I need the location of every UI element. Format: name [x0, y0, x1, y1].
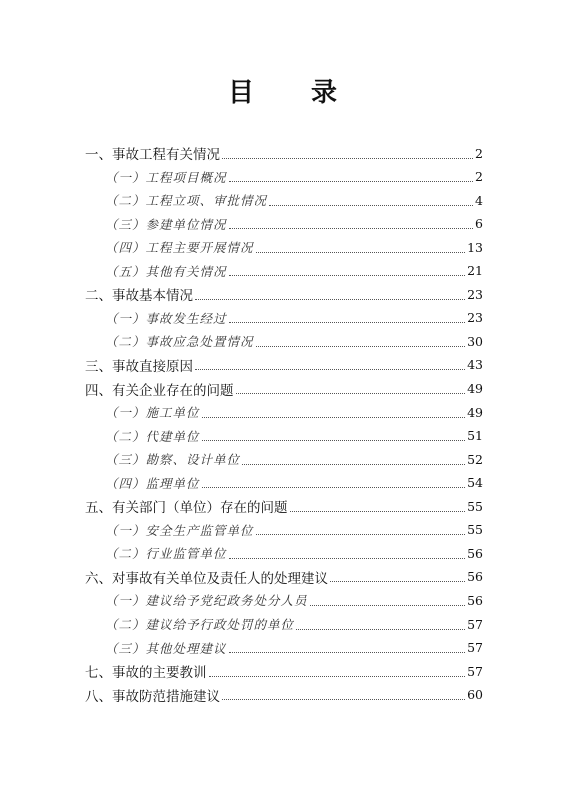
dot-leader [222, 146, 473, 159]
toc-page-number: 57 [467, 663, 483, 679]
toc-entry-label: （一）施工单位 [105, 405, 200, 421]
toc-entry-label: （四）监理单位 [105, 475, 200, 491]
toc-page-number: 60 [467, 687, 483, 703]
toc-page-number: 23 [467, 286, 483, 302]
toc-page-number: 55 [467, 522, 483, 538]
toc-subsection-entry[interactable] [0, 167, 565, 187]
dot-leader [229, 310, 466, 323]
toc-page-number: 43 [467, 357, 483, 373]
toc-subsection-entry[interactable] [0, 473, 565, 493]
toc-entry-label: （一）工程项目概况 [105, 169, 227, 185]
toc-section-entry[interactable] [0, 355, 565, 375]
dot-leader [310, 593, 466, 606]
toc-entry-label: （二）事故应急处置情况 [105, 334, 254, 350]
toc-page-number: 49 [467, 404, 483, 420]
dot-leader [330, 569, 465, 582]
toc-entry-label: （三）其他处理建议 [105, 640, 227, 656]
dot-leader [229, 546, 466, 559]
toc-section-entry[interactable] [0, 496, 565, 516]
toc-subsection-entry[interactable] [0, 402, 565, 422]
toc-page-number: 52 [467, 451, 483, 467]
dot-leader [202, 428, 466, 441]
toc-subsection-entry[interactable] [0, 261, 565, 281]
toc-subsection-entry[interactable] [0, 308, 565, 328]
toc-page-number: 55 [467, 498, 483, 514]
toc-entry-label: （三）勘察、设计单位 [105, 452, 241, 468]
toc-entry-label: （二）行业监管单位 [105, 546, 227, 562]
toc-subsection-entry[interactable] [0, 590, 565, 610]
dot-leader [290, 499, 466, 512]
toc-page-number: 51 [467, 428, 483, 444]
toc-subsection-entry[interactable] [0, 331, 565, 351]
toc-entry-label: 七、事故的主要教训 [85, 665, 207, 682]
toc-section-entry[interactable] [0, 567, 565, 587]
toc-entry-label: （一）安全生产监管单位 [105, 522, 254, 538]
toc-entry-label: （三）参建单位情况 [105, 216, 227, 232]
dot-leader [195, 357, 465, 370]
toc-subsection-entry[interactable] [0, 614, 565, 634]
dot-leader [222, 687, 465, 700]
toc-page-number: 13 [467, 239, 483, 255]
toc-section-entry[interactable] [0, 379, 565, 399]
toc-page-number: 54 [467, 475, 483, 491]
dot-leader [236, 381, 466, 394]
toc-entry-label: （二）建议给予行政处罚的单位 [105, 617, 295, 632]
page-title: 目 录 [227, 78, 362, 108]
toc-page-number: 23 [467, 310, 483, 326]
toc-entry-label: （一）建议给予党纪政务处分人员 [105, 593, 308, 609]
toc-entry-label: （四）工程主要开展情况 [105, 240, 254, 256]
toc-subsection-entry[interactable] [0, 638, 565, 658]
dot-leader [229, 263, 466, 276]
dot-leader [256, 334, 466, 347]
dot-leader [229, 216, 474, 229]
toc-subsection-entry[interactable] [0, 543, 565, 563]
toc-entry-label: （二）工程立项、审批情况 [105, 193, 268, 209]
toc-subsection-entry[interactable] [0, 426, 565, 446]
toc-page-number: 57 [467, 640, 483, 656]
toc-entry-label: 六、对事故有关单位及责任人的处理建议 [85, 570, 328, 587]
toc-entry-label: 八、事故防范措施建议 [85, 688, 220, 705]
toc-page-number: 57 [467, 616, 483, 632]
toc-page-number: 2 [475, 145, 483, 161]
toc-entry-label: 四、有关企业存在的问题 [85, 382, 234, 399]
toc-entry-label: 三、事故直接原因 [85, 358, 193, 375]
toc-section-entry[interactable] [0, 284, 565, 304]
toc-subsection-entry[interactable] [0, 520, 565, 540]
dot-leader [195, 287, 465, 300]
toc-page-number: 56 [467, 592, 483, 608]
toc-entry-label: 五、有关部门（单位）存在的问题 [85, 500, 288, 517]
toc-page-number: 6 [475, 216, 483, 232]
toc-section-entry[interactable] [0, 661, 565, 681]
dot-leader [209, 664, 466, 677]
toc-page-number: 21 [467, 263, 483, 279]
dot-leader [202, 405, 466, 418]
dot-leader [242, 452, 465, 465]
toc-subsection-entry[interactable] [0, 449, 565, 469]
toc-page-number: 56 [467, 545, 483, 561]
dot-leader [269, 193, 473, 206]
toc-subsection-entry[interactable] [0, 214, 565, 234]
dot-leader [296, 617, 465, 630]
toc-page-number: 49 [467, 381, 483, 396]
dot-leader [229, 640, 466, 653]
toc-subsection-entry[interactable] [0, 237, 565, 257]
dot-leader [256, 240, 466, 253]
toc-section-entry[interactable] [0, 143, 565, 163]
toc-subsection-entry[interactable] [0, 190, 565, 210]
toc-page-number: 56 [467, 569, 483, 585]
toc-entry-label: （一）事故发生经过 [105, 310, 227, 326]
dot-leader [202, 475, 466, 488]
toc-entry-label: 二、事故基本情况 [85, 288, 193, 305]
toc-page-number: 2 [475, 169, 483, 185]
dot-leader [229, 169, 474, 182]
dot-leader [256, 522, 466, 535]
toc-entry-label: 一、事故工程有关情况 [85, 147, 220, 163]
toc-page-number: 4 [475, 192, 483, 208]
toc-entry-label: （二）代建单位 [105, 428, 200, 444]
toc-section-entry[interactable] [0, 685, 565, 705]
toc-page-number: 30 [467, 333, 483, 349]
toc-entry-label: （五）其他有关情况 [105, 263, 227, 279]
